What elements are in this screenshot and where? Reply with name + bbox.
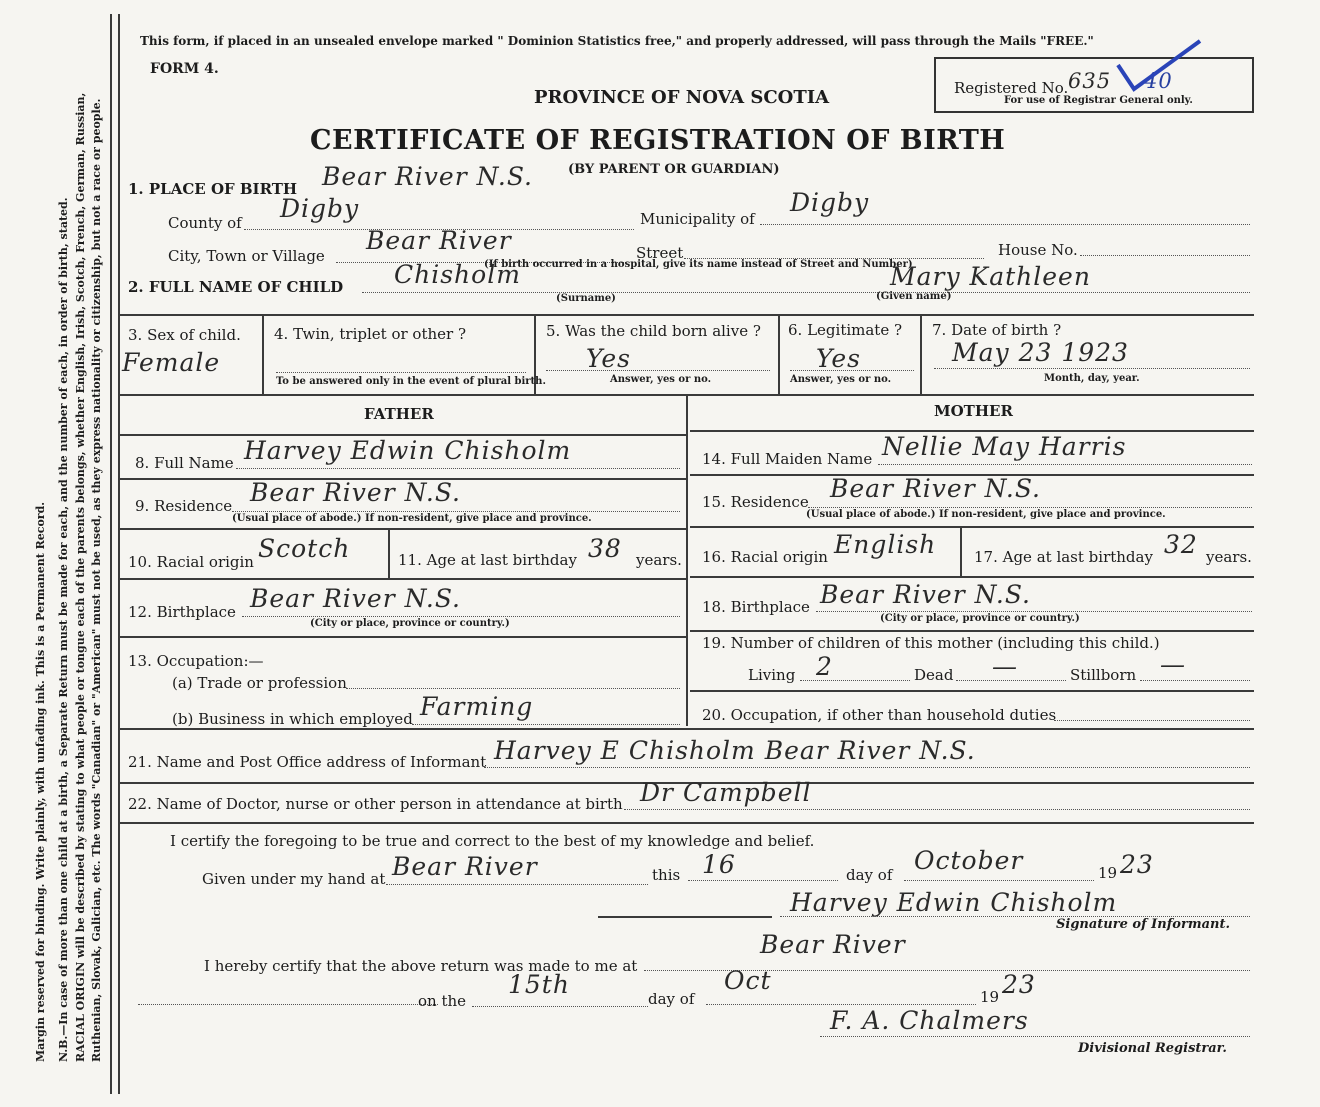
mother-birthplace-line [816,611,1252,612]
given-name-note: (Given name) [876,291,952,302]
dead-label: Dead [914,666,954,684]
street-label: Street [636,244,684,262]
alive-line [546,370,770,371]
occupation-label: 13. Occupation:— [128,652,264,670]
return-day-line [472,1006,648,1007]
rule-f3 [120,578,686,580]
twin-label: 4. Twin, triplet or other ? [274,325,466,343]
father-age-value: 38 [588,534,622,563]
house-line [1080,255,1250,256]
rule-informant-top [120,728,1254,730]
return-month-line [706,1004,976,1005]
alive-value: Yes [586,344,631,373]
doctor-line [624,809,1250,810]
living-line [800,680,910,681]
mother-name-label: 14. Full Maiden Name [702,450,873,468]
business-line [412,724,680,725]
house-label: House No. [998,241,1078,259]
sex-value: Female [122,348,221,377]
day-value: 16 [702,850,736,879]
mother-age-label: 17. Age at last birthday [974,548,1153,566]
mother-race-label: 16. Racial origin [702,548,828,566]
return-month-value: Oct [724,966,772,995]
trade-label: (a) Trade or profession [172,674,347,692]
mail-notice: This form, if placed in an unsealed envelope marked " Dominion Statistics free," and properly addressed, will pass through the Mails "FREE." [140,34,1094,48]
given-label: Given under my hand at [202,870,386,888]
mother-birthplace-value: Bear River N.S. [820,580,1032,609]
child-given-name: Mary Kathleen [890,262,1091,291]
county-label: County of [168,214,242,232]
living-label: Living [748,666,796,684]
twin-note: To be answered only in the event of plural birth. [276,376,546,387]
year-prefix: 19 [1098,864,1118,882]
mother-name-value: Nellie May Harris [882,432,1127,461]
checkmark-icon [1112,37,1212,97]
rule-parents-divider [686,396,688,726]
form-number: FORM 4. [150,61,219,77]
return-year-value: 23 [1002,970,1036,999]
month-value: October [914,846,1024,875]
mother-occupation-label: 20. Occupation, if other than household duties [702,706,1057,724]
alive-note: Answer, yes or no. [610,374,712,385]
informant-sig-caption: Signature of Informant. [1056,917,1230,932]
mother-heading: MOTHER [934,402,1013,420]
business-value: Farming [420,692,534,721]
given-place-value: Bear River [392,852,538,881]
municipality-label: Municipality of [640,210,755,228]
mother-birthplace-note: (City or place, province or country.) [880,613,1080,624]
father-residence-label: 9. Residence [135,497,233,515]
father-name-line [236,468,680,469]
certify-statement: I certify the foregoing to be true and correct to the best of my knowledge and belief. [170,832,815,850]
stillborn-value: — [1160,650,1186,679]
rule-m4 [690,630,1254,632]
place-of-birth-value: Bear River N.S. [322,162,534,191]
informant-label: 21. Name and Post Office address of Informant [128,753,487,771]
municipality-line [760,224,1250,225]
father-name-label: 8. Full Name [135,454,234,472]
given-place-line [386,884,648,885]
registered-extra: 40 [1144,69,1173,93]
return-day-of-label: day of [648,990,695,1008]
place-of-birth-label: 1. PLACE OF BIRTH [128,180,298,198]
this-label: this [652,866,681,884]
father-residence-line [232,511,680,512]
return-day-value: 15th [508,970,570,999]
mother-residence-note: (Usual place of abode.) If non-resident, give place and province. [806,509,1166,520]
rule-v4 [920,316,922,394]
informant-signature: Harvey Edwin Chisholm [790,888,1118,917]
registration-box [934,57,1254,113]
stillborn-label: Stillborn [1070,666,1137,684]
dead-value: — [992,652,1018,681]
return-label: I hereby certify that the above return was made to me at [204,957,638,975]
rule-f4 [120,636,686,638]
hospital-note: (If birth occurred in a hospital, give its name instead of Street and Number) [484,259,913,270]
mother-race-value: English [834,530,937,559]
father-residence-note: (Usual place of abode.) If non-resident, give place and province. [232,513,592,524]
margin-rule [110,14,112,1094]
legitimate-note: Answer, yes or no. [790,374,892,385]
city-label: City, Town or Village [168,247,325,265]
dob-note: Month, day, year. [1044,373,1140,384]
rule-m5 [690,690,1254,692]
legitimate-value: Yes [816,344,861,373]
alive-label: 5. Was the child born alive ? [546,322,761,340]
mother-residence-line [808,507,1252,508]
margin-note-2: N.B.—In case of more than one child at a birth, a Separate Return must be made for each, and the number of each, in order of birth, stated. [57,197,70,1062]
father-birthplace-note: (City or place, province or country.) [310,618,510,629]
doctor-label: 22. Name of Doctor, nurse or other person in attendance at birth [128,795,623,813]
father-race-label: 10. Racial origin [128,553,254,571]
living-value: 2 [816,652,833,681]
day-line [688,880,838,881]
month-line [904,880,1094,881]
surname-note: (Surname) [556,293,616,304]
legitimate-line [790,370,914,371]
father-race-value: Scotch [258,534,351,563]
father-residence-value: Bear River N.S. [250,478,462,507]
on-the-label: on the [418,992,467,1010]
county-value: Digby [280,194,360,223]
city-value: Bear River [366,226,512,255]
child-name-line [362,292,1250,293]
province-heading: PROVINCE OF NOVA SCOTIA [534,87,830,108]
rule-f2 [120,528,686,530]
certificate-subtitle: (BY PARENT OR GUARDIAN) [568,162,780,177]
margin-note-4: Ruthenian, Slovak, Galician, etc. The words "Canadian" or "American" must not be used, as they express nationality or citizenship, but not a race or people. [90,98,103,1062]
father-birthplace-line [242,616,680,617]
child-name-label: 2. FULL NAME OF CHILD [128,278,344,296]
dob-label: 7. Date of birth ? [932,321,1062,339]
rule-m3 [690,576,1254,578]
mother-residence-label: 15. Residence [702,493,809,511]
certificate-title: CERTIFICATE OF REGISTRATION OF BIRTH [310,125,1006,156]
informant-value: Harvey E Chisholm Bear River N.S. [494,736,976,765]
mother-occupation-line [1054,720,1250,721]
informant-sig-rule [598,916,772,918]
mother-years: years. [1206,548,1252,566]
registrar-sig-line [820,1036,1250,1037]
dead-line [956,680,1066,681]
mother-birthplace-label: 18. Birthplace [702,598,810,616]
municipality-value: Digby [790,188,870,217]
margin-rule-2 [118,14,120,1094]
rule-certify-top [120,822,1254,824]
mother-name-line [878,464,1252,465]
dob-value: May 23 1923 [952,338,1129,367]
registrar-note: For use of Registrar General only. [1004,95,1193,106]
dob-line [934,368,1250,369]
mother-residence-value: Bear River N.S. [830,474,1042,503]
informant-line [484,767,1250,768]
registered-label: Registered No. [954,79,1069,97]
year-value: 23 [1120,850,1154,879]
rule-top-boxes [120,314,1254,316]
children-label: 19. Number of children of this mother (including this child.) [702,634,1160,652]
registered-value: 635 [1068,69,1112,93]
margin-note-1: Margin reserved for binding. Write plainly, with unfading ink. This is a Permanent Record. [34,501,47,1062]
return-year-prefix: 19 [980,988,1000,1006]
father-heading: FATHER [364,405,434,423]
rule-v3 [778,316,780,394]
legitimate-label: 6. Legitimate ? [788,321,903,339]
father-name-value: Harvey Edwin Chisholm [244,436,572,465]
margin-note-3: RACIAL ORIGIN will be described by stating to what people or tongue each of the parents belongs, whether English, Irish, Scotch, French, German, Russian, [74,92,87,1062]
doctor-value: Dr Campbell [640,778,812,807]
registrar-caption: Divisional Registrar. [1078,1041,1227,1056]
father-birthplace-value: Bear River N.S. [250,584,462,613]
trade-line [346,688,680,689]
father-birthplace-label: 12. Birthplace [128,603,236,621]
registrar-signature: F. A. Chalmers [830,1006,1029,1035]
return-prefix-line [138,1004,438,1005]
return-place-value: Bear River [760,930,906,959]
sex-label: 3. Sex of child. [128,326,241,344]
rule-f2v [388,530,390,578]
day-of-label: day of [846,866,893,884]
stillborn-line [1140,680,1250,681]
business-label: (b) Business in which employed [172,710,413,728]
mother-age-value: 32 [1164,530,1198,559]
twin-line [276,372,526,373]
rule-m2 [690,526,1254,528]
child-surname: Chisholm [394,260,521,289]
rule-v1 [262,316,264,394]
father-age-label: 11. Age at last birthday [398,551,577,569]
father-years: years. [636,551,682,569]
rule-m2v [960,528,962,576]
